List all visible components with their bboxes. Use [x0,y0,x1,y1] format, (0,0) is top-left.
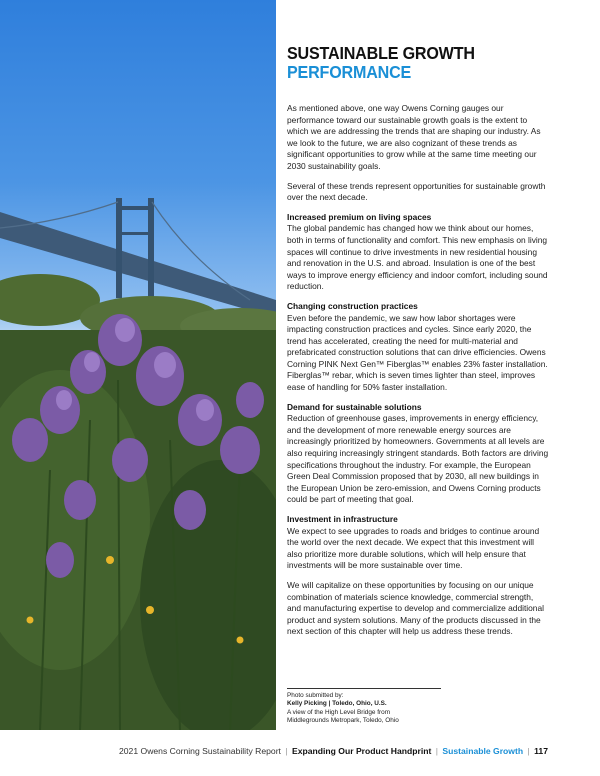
photo-caption [287,688,441,726]
intro-paragraph-1: As mentioned above, one way Owens Corning gauges our performance toward our sustainable growth goals is the extent to which we are addressing the trends that are shaping our industry. As we look to the future, we are also cognizant of these trends as significant opportunities to grow while at the same time meeting our 2030 sustainability goals. [287,103,541,171]
section-heading-construction: Changing construction practices [287,300,418,311]
section-text-sustainable-solutions: Reduction of greenhouse gases, improvements in energy efficiency, and the development of more renewable energy sources are increasingly prioritized by homeowners. Governments at all levels are also requiring increasingly stringent standards. Both factors are driving specifications throughout the industry. For example, the European Green Deal Commission proposed that by 2030, all new buildings in the European Union be zero-emission, and Owens Corning products could be part of meeting that goal. [287,413,549,505]
section-text-living-spaces: The global pandemic has changed how we think about our homes, both in terms of functionality and comfort. This new emphasis on living spaces will continue to drive investments in new residential housing and renovation in the U.S. and abroad. Insulation is one of the best ways to improve energy efficiency and indoor comfort, including sound reduction. [287,223,548,292]
page-title-line2: PERFORMANCE [287,62,412,82]
page-number: 117 [534,746,548,756]
section-text-construction: Even before the pandemic, we saw how labor shortages were impacting construction practices and cycles. Since early 2020, the trend has accelerated, creating the need for multi-material and prefabricated construction solutions that can drive efficiencies. Owens Corning PINK Next Gen™ Fiberglas™ enables 23% faster installation. Fiberglas™ rebar, which is seven times lighter than steel, improves ease of handling for 50% faster installation. [287,312,548,393]
section-heading-living-spaces: Increased premium on living spaces [287,211,432,222]
article [287,44,549,646]
caption-photographer: Kelly Picking | Toledo, Ohio, U.S. [287,700,387,708]
footer-separator: | [435,746,439,756]
caption-credit-label: Photo submitted by: [287,692,344,699]
footer-report-title: 2021 Owens Corning Sustainability Report [119,746,281,756]
bridge-flowers-photo [0,0,276,730]
photo-illustration [0,0,276,730]
intro-paragraph-2: Several of these trends represent opportunities for sustainable growth over the next decade. [287,180,546,203]
page-title-line1: SUSTAINABLE GROWTH [287,43,475,63]
footer-chapter-link[interactable]: Expanding Our Product Handprint [291,746,432,756]
section-heading-infrastructure: Investment in infrastructure [287,514,398,524]
section-text-infrastructure: We expect to see upgrades to roads and bridges to continue around the world over the next decade. We expect that this investment will also prioritize more durable solutions, which will help ensure that investments will be more sustainable over time. [287,525,540,571]
bridge-tower-right [148,198,154,306]
caption-description-2: Middlegrounds Metropark, Toledo, Ohio [287,717,399,725]
article-body [287,103,549,638]
section-heading-sustainable-solutions: Demand for sustainable solutions [287,401,422,412]
closing-paragraph: We will capitalize on these opportunities by focusing on our unique combination of materials science knowledge, commercial strength, and manufacturing expertise to develop and commercialize additional product and system solutions. Many of the products discussed in the next section of this chapter will help us address these trends. [287,579,544,637]
page-footer [119,746,548,756]
caption-description-1: A view of the High Level Bridge from [287,708,391,716]
bridge-tower-left [116,198,122,298]
footer-section-link[interactable]: Sustainable Growth [442,746,524,756]
footer-separator: | [285,746,288,756]
footer-separator: | [527,746,530,756]
